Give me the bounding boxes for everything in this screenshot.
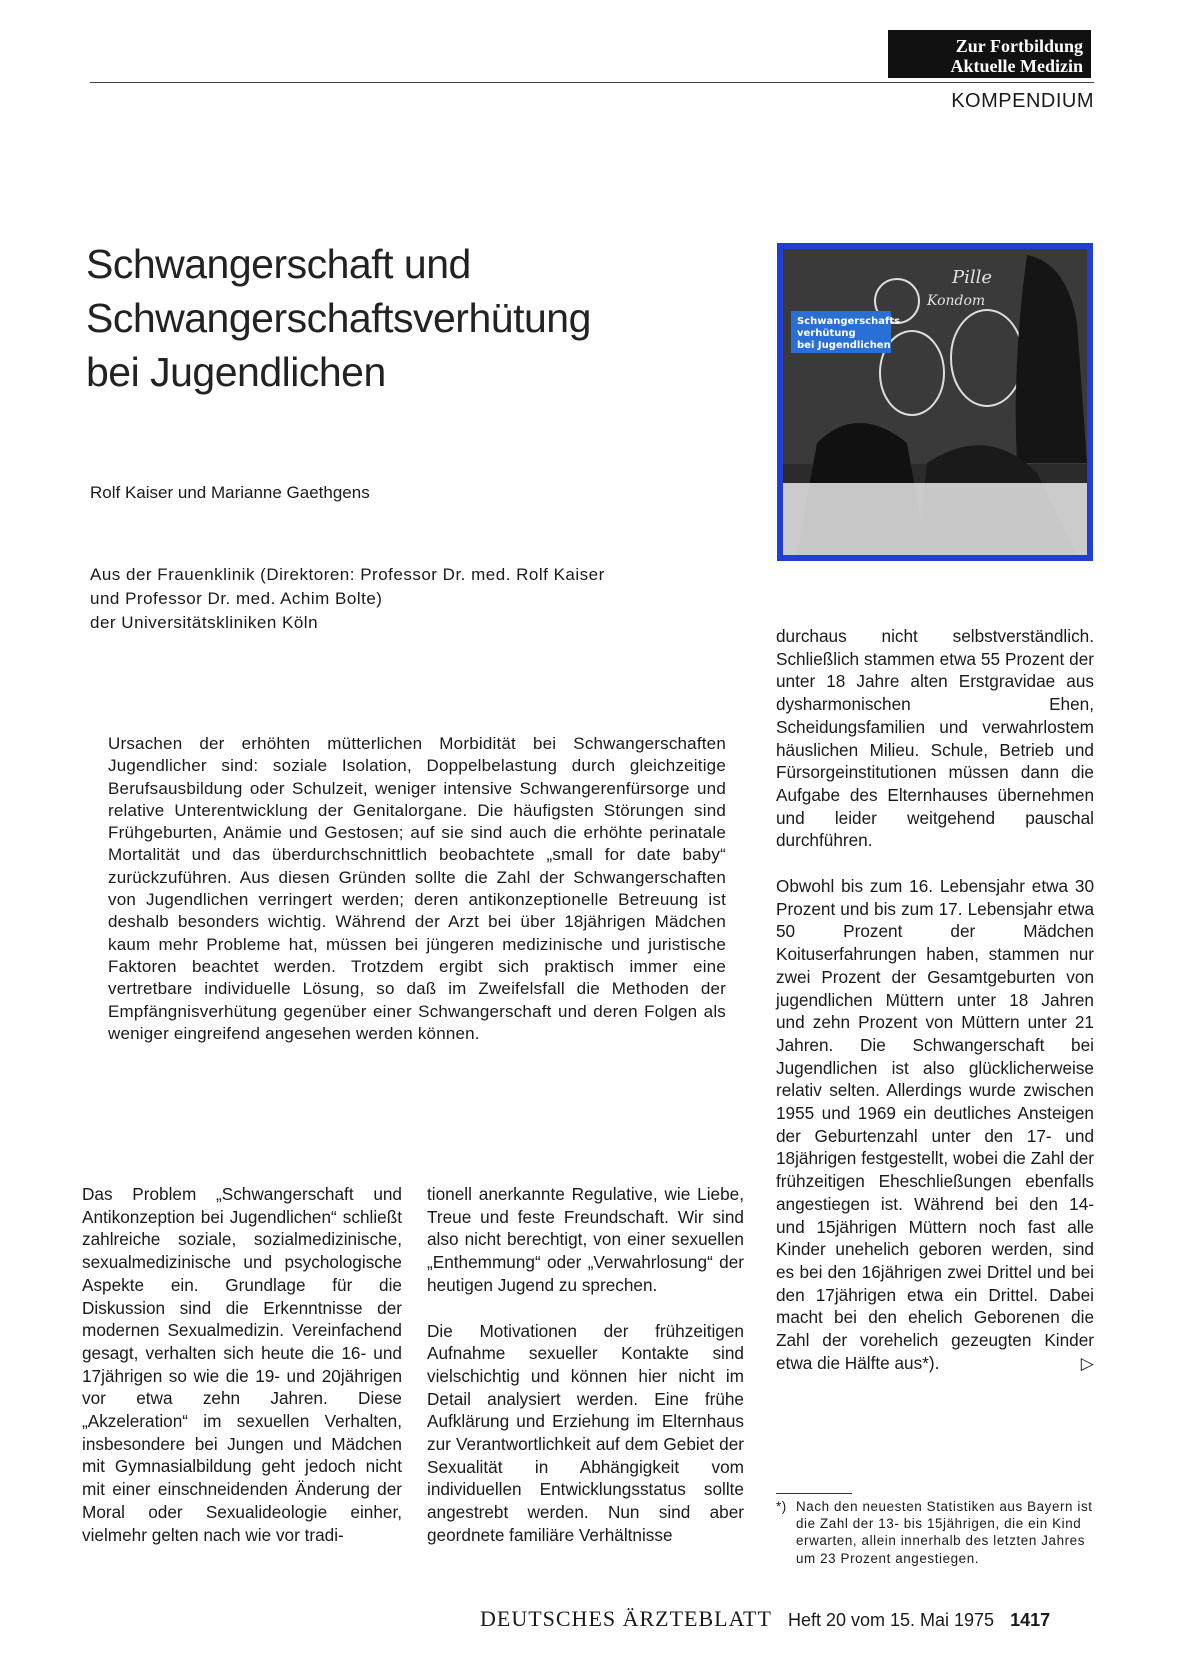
page-footer: [480, 1606, 1050, 1632]
board-word-condom: Kondom: [927, 293, 986, 309]
title-line-3: bei Jugendlichen: [86, 349, 386, 395]
cover-caption-line-1: Schwangerschafts: [797, 316, 901, 327]
title-line-2: Schwangerschaftsverhütung: [86, 295, 591, 341]
footnote-text: Nach den neuesten Statistiken aus Bayern ist die Zahl der 13- bis 15jährigen, die ein Kind erwarten, allein innerhalb des letzten Jahres um 23 Prozent angestiegen.: [796, 1499, 1093, 1566]
issue-info: Heft 20 vom 15. Mai 1975: [787, 1610, 995, 1630]
cover-caption-line-2: verhütung: [797, 328, 856, 339]
body-column-2: [427, 1183, 744, 1547]
cover-image: [777, 243, 1093, 561]
desk: [783, 483, 1087, 555]
journal-name: DEUTSCHES ÄRZTEBLATT: [480, 1606, 772, 1631]
page-number: 1417: [1010, 1610, 1051, 1630]
article-title: [86, 237, 686, 399]
affiliation-line-1: Aus der Frauenklinik (Direktoren: Professor Dr. med. Rolf Kaiser: [90, 565, 605, 584]
cover-caption-line-3: bei Jugendlichen: [797, 340, 891, 351]
abstract: Ursachen der erhöhten mütterlichen Morbidität bei Schwangerschaften Jugendlicher sind: soziale Isolation, Doppelbelastung durch gleichzeitige Berufsausbildung oder Schulzeit, weniger intensive Schwangerenfürsorge und relative Unterentwicklung der Genitalorgane. Die häufigsten Störungen sind Frühgeburten, Anämie und Gestosen; auf sie sind auch die erhöhte perinatale Mortalität und das überdurchschnittlich beobachtete „small for date baby“ zurückzuführen. Aus diesen Gründen sollte die Zahl der Schwangerschaften von Jugendlichen verringert werden; deren antikonzeptionelle Betreuung ist deshalb besonders wichtig. Während der Arzt bei über 18jährigen Mädchen kaum mehr Probleme hat, müssen bei jüngeren medizinische und juristische Faktoren beachtet werden. Trotzdem ergibt sich praktisch immer eine vertretbare individuelle Lösung, so daß im Zweifelsfall die Methoden der Empfängnisverhütung gegenüber einer Schwangerschaft und deren Folgen als weniger eingreifend angesehen werden können.: [108, 734, 726, 1043]
section-label: KOMPENDIUM: [951, 90, 1094, 112]
paragraph: Das Problem „Schwangerschaft und Antikonzeption bei Jugendlichen“ schließt zahlreiche soziale, sozialmedizinische, sexualmedizinische und psychologische Aspekte ein. Grundlage für die Diskussion sind die Erkenntnisse der modernen Sexualmedizin. Vereinfachend gesagt, verhalten sich heute die 16- und 17jährigen so wie die 19- und 20jährigen vor etwa zehn Jahren. Diese „Akzeleration“ im sexuellen Verhalten, insbesondere bei Jungen und Mädchen mit Gymnasialbildung geht jedoch nicht mit einer einschneidenden Änderung der Moral oder Sexualideologie einher, vielmehr gelten nach wie vor tradi-: [82, 1184, 402, 1545]
title-line-1: Schwangerschaft und: [86, 241, 471, 287]
continue-arrow-icon: ▷: [1080, 1352, 1094, 1373]
body-column-1: [82, 1183, 402, 1546]
body-column-3: [776, 625, 1094, 1375]
header-rule: [90, 82, 1094, 83]
cover-illustration: [777, 243, 1093, 561]
affiliation-line-3: der Universitätskliniken Köln: [90, 613, 319, 632]
board-word-pill: Pille: [952, 267, 993, 288]
paragraph: Die Motivationen der frühzeitigen Aufnahme sexueller Kontakte sind vielschichtig und können hier nicht im Detail analysiert werden. Eine frühe Aufklärung und Erziehung im Elternhaus zur Verantwortlichkeit auf dem Gebiet der Sexualität in Abhängigkeit vom individuellen Entwicklungsstatus sollte angestrebt werden. Nun sind aber geordnete familiäre Verhältnisse: [427, 1320, 744, 1545]
rubric-line-1: Zur Fortbildung: [955, 36, 1083, 56]
footnote-mark: *): [776, 1499, 787, 1514]
paragraph-text: Obwohl bis zum 16. Lebensjahr etwa 30 Prozent und bis zum 17. Lebensjahr etwa 50 Prozent der Mädchen Koituserfahrungen haben, stammen nur zwei Prozent der Gesamtgeburten von jugendlichen Müttern unter 18 Jahren und zehn Prozent von Müttern unter 21 Jahren. Die Schwangerschaft bei Jugendlichen ist also glücklicherweise relativ selten. Allerdings wurde zwischen 1955 und 1969 ein deutliches Ansteigen der Geburtenzahl unter den 17- und 18jährigen festgestellt, wobei die Zahl der frühzeitigen Eheschließungen ebenfalls angestiegen ist. Während bei den 14- und 15jährigen Müttern noch fast alle Kinder unehelich geboren werden, sind es bei den 16jährigen zwei Drittel und bei den 17jährigen etwa ein Drittel. Dabei macht bei den ehelich Geborenen die Zahl der vorehelich gezeugten Kinder etwa die Hälfte aus*).: [776, 876, 1094, 1373]
rubric-box: [888, 30, 1091, 78]
paragraph: tionell anerkannte Regulative, wie Liebe, Treue und feste Freundschaft. Wir sind also nicht berechtigt, von einer sexuellen „Enthemmung“ oder „Verwahrlosung“ der heutigen Jugend zu sprechen.: [427, 1184, 744, 1295]
footnote: [776, 1498, 1094, 1567]
rubric-line-2: Aktuelle Medizin: [950, 56, 1083, 76]
paragraph: durchaus nicht selbstverständlich. Schließlich stammen etwa 55 Prozent der unter 18 Jahre alten Erstgravidae aus dysharmonischen Ehen, Scheidungsfamilien und verwahrlostem häuslichen Milieu. Schule, Betrieb und Fürsorgeinstitutionen müssen dann die Aufgabe des Elternhauses übernehmen und leider weitgehend pauschal durchführen.: [776, 626, 1094, 851]
affiliation: [90, 563, 710, 635]
authors: Rolf Kaiser und Marianne Gaethgens: [90, 483, 370, 502]
affiliation-line-2: und Professor Dr. med. Achim Bolte): [90, 589, 383, 608]
footnote-rule: [776, 1493, 852, 1494]
paragraph: [776, 875, 1094, 1374]
